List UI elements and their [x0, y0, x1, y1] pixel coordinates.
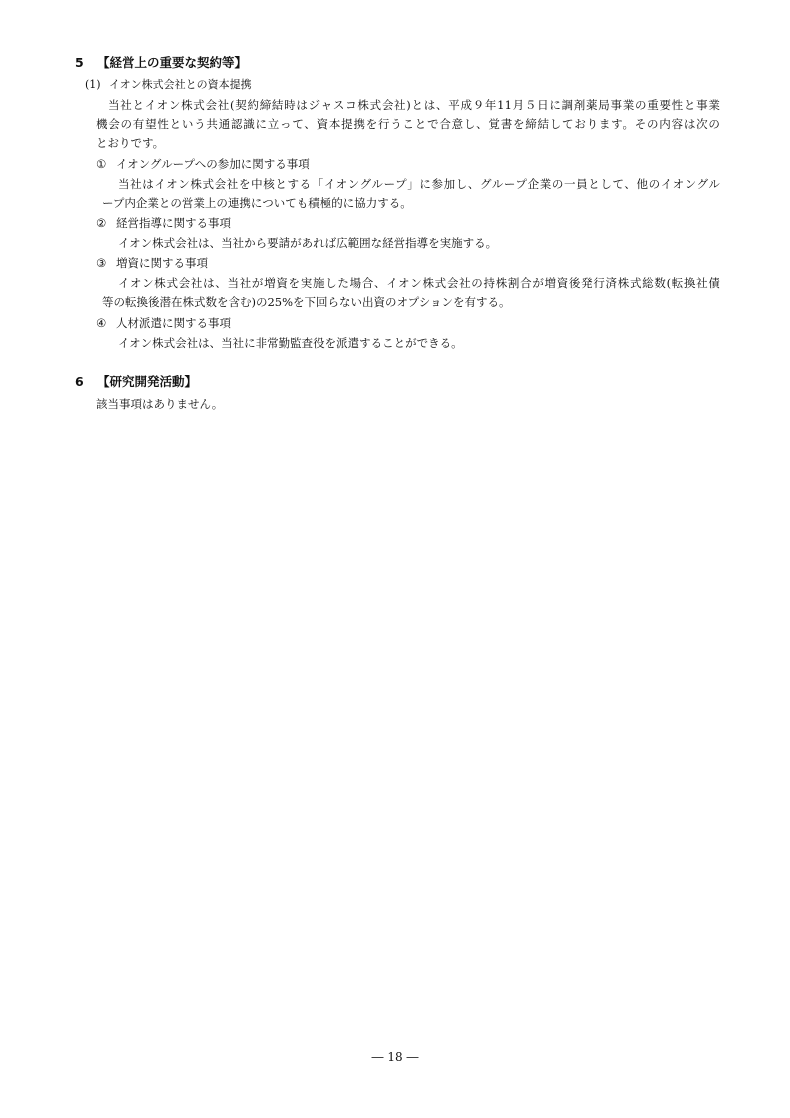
item-1-title: イオングループへの参加に関する事項 [116, 157, 310, 171]
item-4-title: 人材派遣に関する事項 [116, 316, 231, 330]
intro-line-3: とおりです。 [96, 136, 165, 150]
page-number: ― 18 ― [371, 1050, 419, 1064]
section-5-heading [75, 56, 247, 70]
item-2-title: 経営指導に関する事項 [116, 216, 231, 230]
item-2-marker: ② [96, 216, 107, 230]
section-6-heading [75, 375, 197, 389]
item-4-marker: ④ [96, 316, 107, 330]
section-6-body: 該当事項はありません。 [96, 397, 224, 411]
subsection-1-number: (1) [85, 78, 101, 91]
intro-line-1: 当社とイオン株式会社(契約締結時はジャスコ株式会社)とは、平成９年11月５日に調剤薬局事業の重要性と事業 [108, 98, 720, 112]
item-1-body-line-2: ープ内企業との営業上の連携についても積極的に協力する。 [102, 196, 412, 210]
item-1-heading [96, 157, 310, 171]
section-6-title: 【研究開発活動】 [97, 374, 198, 389]
subsection-1-title: イオン株式会社との資本提携 [109, 78, 252, 91]
item-3-heading [96, 256, 208, 270]
item-1-body-line-1: 当社はイオン株式会社を中核とする「イオングループ」に参加し、グループ企業の一員として、他のイオングル [118, 177, 720, 191]
intro-line-2: 機会の有望性という共通認識に立って、資本提携を行うことで合意し、覚書を締結しております。その内容は次の [96, 117, 720, 131]
section-5-title: 【経営上の重要な契約等】 [97, 55, 248, 70]
item-3-body-line-1: イオン株式会社は、当社が増資を実施した場合、イオン株式会社の持株割合が増資後発行済株式総数(転換社債 [118, 276, 720, 290]
item-1-marker: ① [96, 157, 107, 171]
section-6-number: 6 [75, 374, 84, 389]
item-4-body-line-1: イオン株式会社は、当社に非常勤監査役を派遣することができる。 [118, 336, 463, 350]
item-3-title: 増資に関する事項 [116, 256, 208, 270]
item-3-body-line-2: 等の転換後潜在株式数を含む)の25%を下回らない出資のオプションを有する。 [102, 295, 511, 309]
section-5-number: 5 [75, 55, 84, 70]
item-2-body-line-1: イオン株式会社は、当社から要請があれば広範囲な経営指導を実施する。 [118, 236, 498, 250]
item-2-heading [96, 216, 231, 230]
item-3-marker: ③ [96, 256, 107, 270]
subsection-1-heading [85, 78, 252, 92]
item-4-heading [96, 316, 231, 330]
